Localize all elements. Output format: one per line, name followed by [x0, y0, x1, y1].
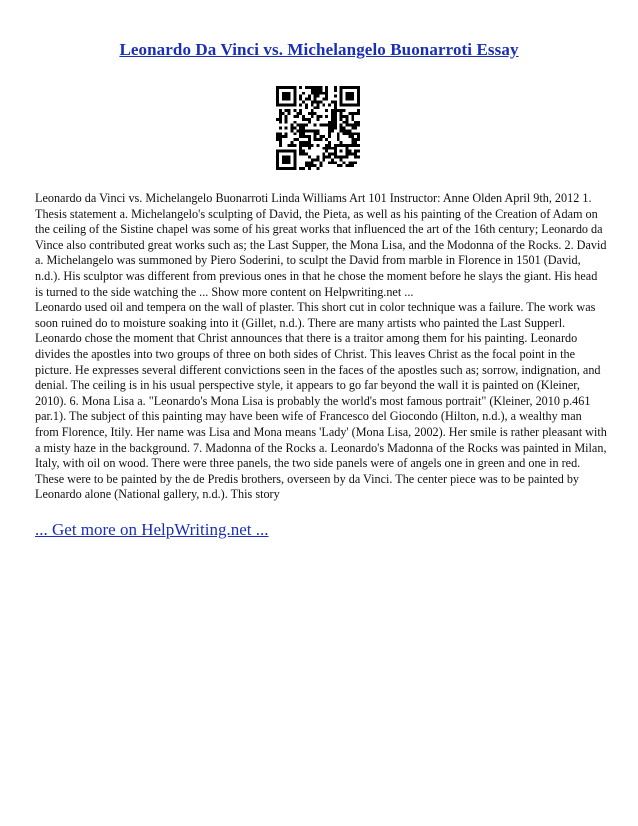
document-title[interactable]: Leonardo Da Vinci vs. Michelangelo Buonarroti Essay — [119, 40, 519, 59]
paragraph-1: Leonardo da Vinci vs. Michelangelo Buonarroti Linda Williams Art 101 Instructor: Anne Olden April 9th, 2012 1. Thesis statement a. Michelangelo's sculpting of David, the Pieta, as well as his painting of the Creation of Adam on the ceiling of the Sistine chapel was some of his great works that influenced the art of the 16th century; Leonardo da Vince also contributed great works such as; the Last Supper, the Mona Lisa, and the Modonna of the Rocks. 2. David a. Michelangelo was summoned by Piero Soderini, to sculpt the David from marble in Florence in 1501 (David, n.d.). His sculptor was different from previous ones in that he chose the moment before he slays the giant. His head is turned to the side watching the ... Show more content on Helpwriting.net ... — [35, 191, 607, 299]
paragraph-2: Leonardo used oil and tempera on the wall of plaster. This short cut in color technique was a failure. The work was soon ruined do to moisture soaking into it (Gillet, n.d.). There are many artists who painted the Last Supperl. Leonardo chose the moment that Christ announces that there is a traitor among them for his painting. Leonardo divides the apostles into two groups of three on both sides of Christ. This leaves Christ as the focal point in the picture. He expresses several different convictions seen in the faces of the apostles such as; sorrow, indignation, and denial. The ceiling is in his usual perspective style, it appears to go far beyond the wall it is painted on (Kleiner, 2010). 6. Mona Lisa a. "Leonardo's Mona Lisa is probably the world's most famous portrait" (Kleiner, 2010 p.461 par.1). The subject of this painting may have been wife of Francesco del Giocondo (Hilton, n.d.), a wealthy man from Florence, Itily. Her name was Lisa and Mona means 'Lady' (Mona Lisa, 2002). Her smile is rather pleasant with a misty haze in the background. 7. Madonna of the Rocks a. Leonardo's Madonna of the Rocks was painted in Milan, Italy, with oil on wood. There were three panels, the two side panels were of angels one in green and one in red. These were to be painted by the de Predis brothers, overseen by da Vinci. The center piece was to be painted by Leonardo alone (National gallery, n.d.). This story — [35, 300, 607, 502]
document-body — [35, 191, 607, 503]
get-more-link[interactable]: ... Get more on HelpWriting.net ... — [35, 520, 269, 539]
qr-code-icon — [276, 86, 360, 170]
